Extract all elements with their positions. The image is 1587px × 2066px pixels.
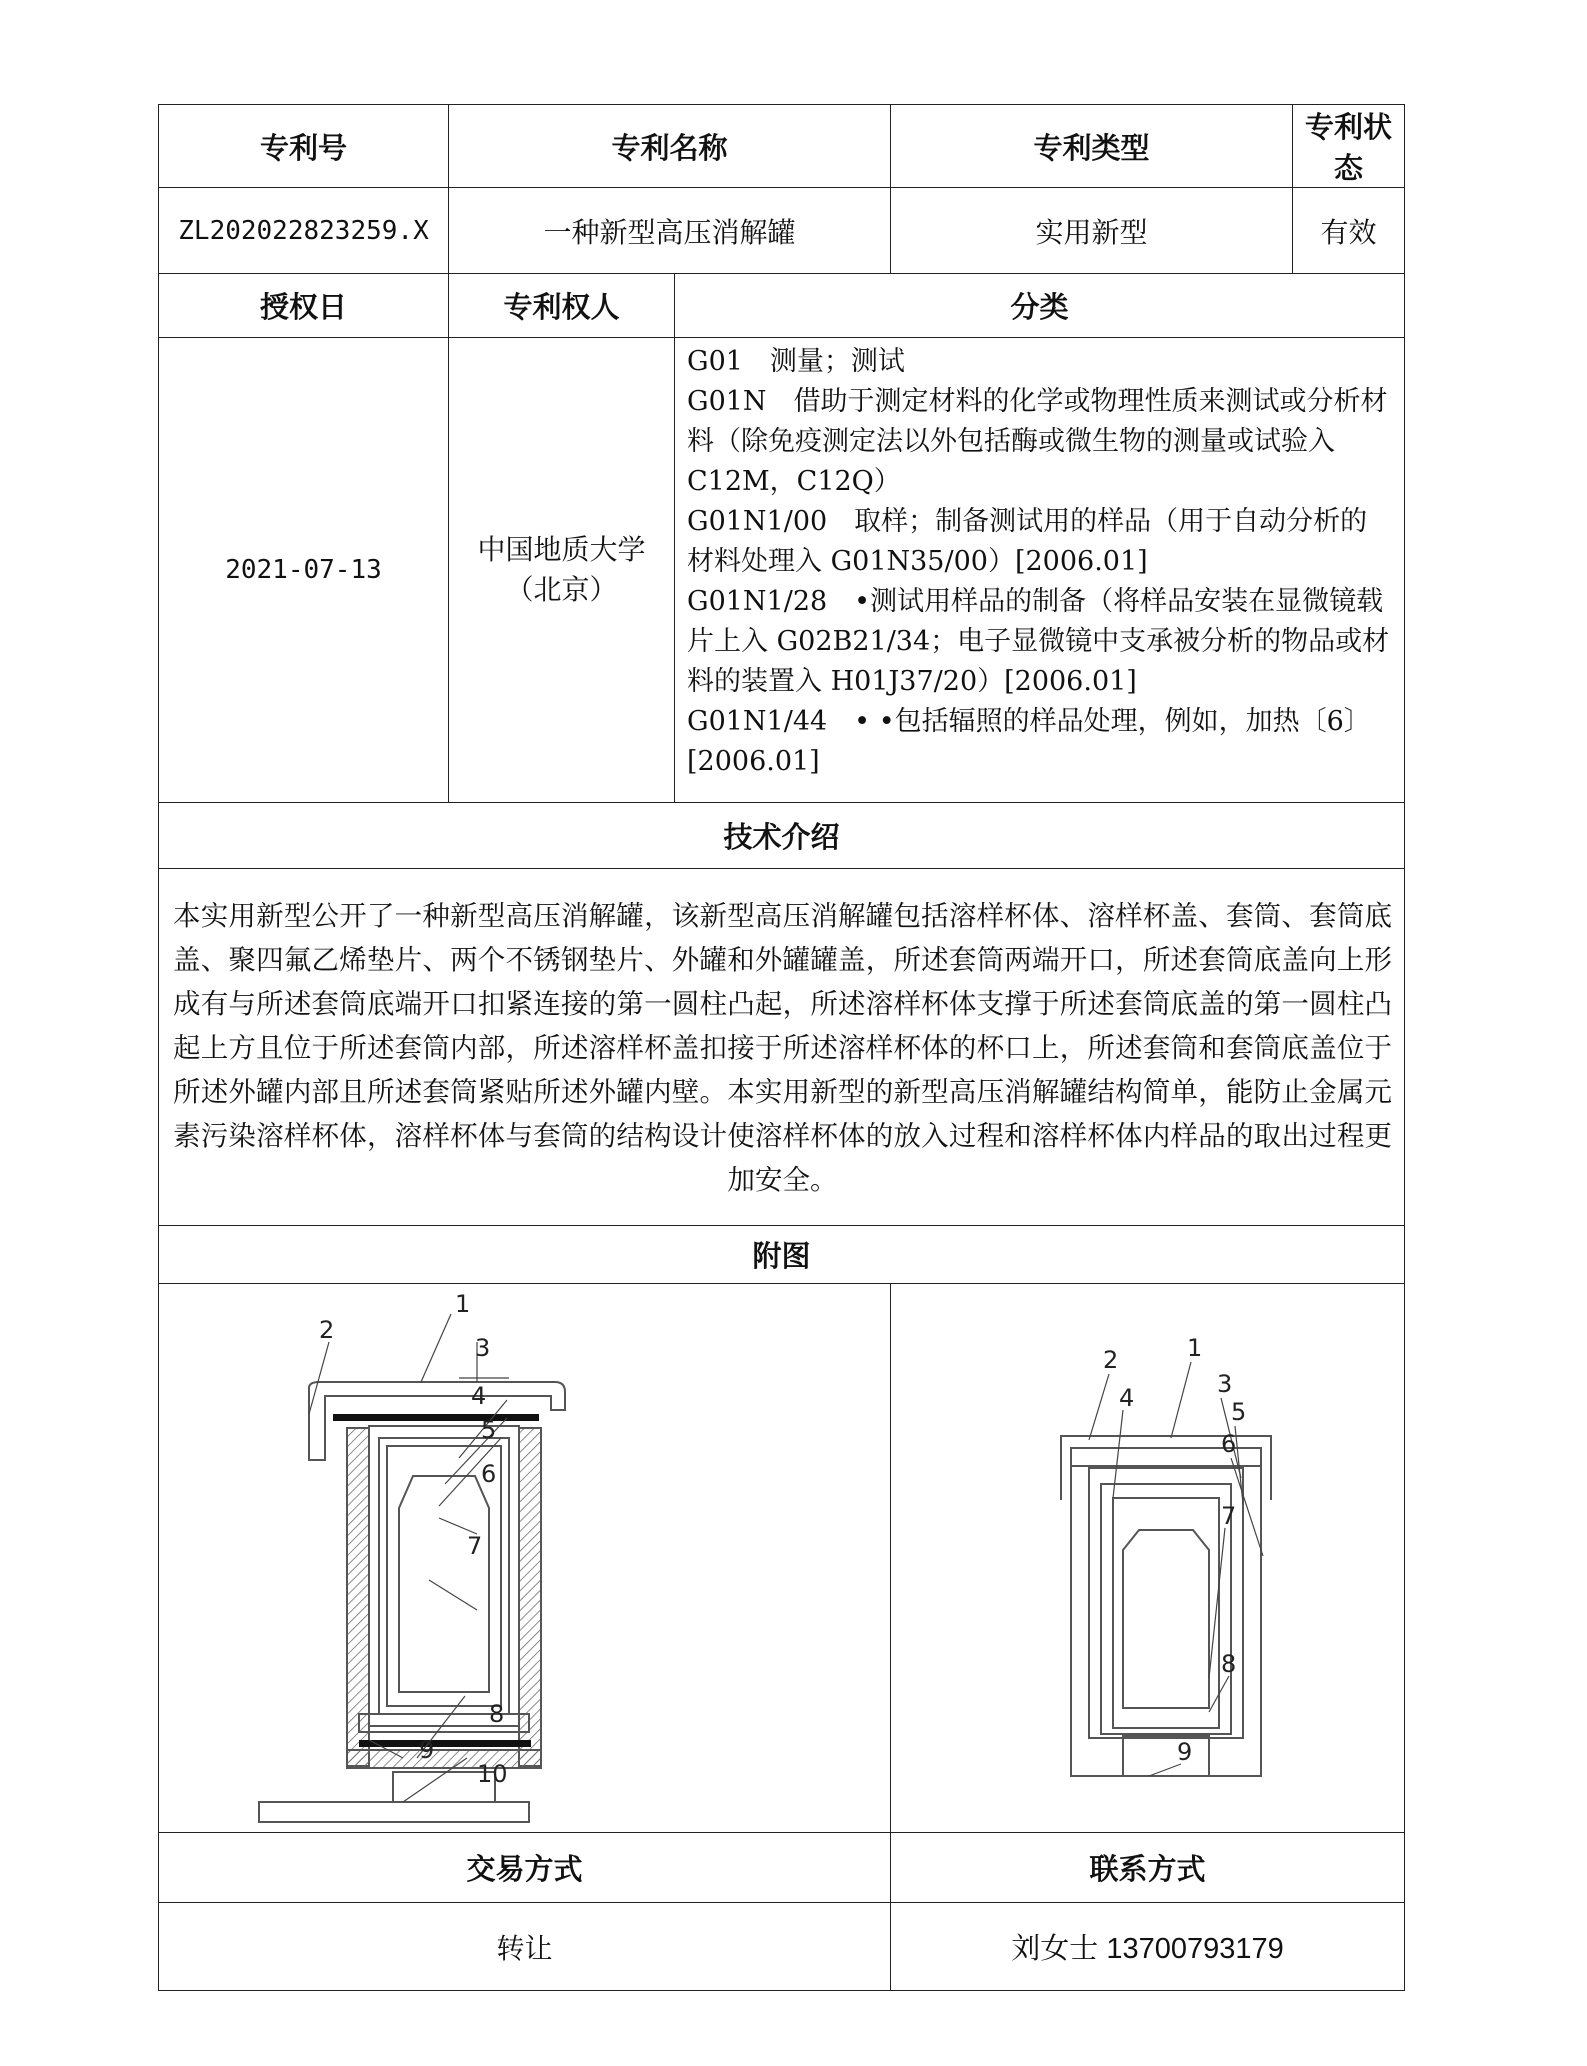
patent-status-header: 专利状态 <box>1293 105 1405 188</box>
fig-right-label-3: 3 <box>1217 1370 1233 1398</box>
classification-entry: G01N1/44 • •包括辐照的样品处理，例如，加热〔6〕[2006.01] <box>687 706 1371 777</box>
holder-line-2: （北京） <box>505 573 618 606</box>
figures-header: 附图 <box>159 1226 1405 1284</box>
contact-info: 刘女士 13700793179 <box>891 1903 1405 1991</box>
fig-left-label-7: 7 <box>467 1532 483 1560</box>
classification-entry: G01N1/00 取样；制备测试用的样品（用于自动分析的材料处理入 G01N35/00）[2006.01] <box>687 506 1368 577</box>
fig-left-label-4: 4 <box>471 1382 487 1410</box>
grant-date: 2021-07-13 <box>159 338 449 803</box>
fig-right-label-6: 6 <box>1221 1430 1237 1458</box>
figure-left-cell <box>159 1284 891 1833</box>
fig-right-label-8: 8 <box>1221 1650 1237 1678</box>
figure-right-cell <box>891 1284 1405 1833</box>
fig-right-label-5: 5 <box>1231 1398 1247 1426</box>
fig-right-label-2: 2 <box>1103 1346 1119 1374</box>
patent-name: 一种新型高压消解罐 <box>449 188 891 274</box>
fig-left-label-6: 6 <box>481 1460 497 1488</box>
figure-right-diagram <box>891 1288 1511 1828</box>
fig-right-label-1: 1 <box>1187 1334 1203 1362</box>
fig-left-label-2: 2 <box>319 1316 335 1344</box>
fig-left-label-8: 8 <box>489 1700 505 1728</box>
fig-left-label-9: 9 <box>419 1736 435 1764</box>
holder-header: 专利权人 <box>449 274 675 338</box>
contact-header: 联系方式 <box>891 1833 1405 1903</box>
patent-type-header: 专利类型 <box>891 105 1293 188</box>
gasket-bottom <box>359 1740 531 1747</box>
fig-right-label-9: 9 <box>1177 1738 1193 1766</box>
classification-entry: G01N 借助于测定材料的化学或物理性质来测试或分析材料（除免疫测定法以外包括酶或微生物的测量或试验入 C12M，C12Q） <box>687 386 1388 497</box>
fig-right-label-4: 4 <box>1119 1384 1135 1412</box>
patent-number: ZL202022823259.X <box>159 188 449 274</box>
tech-intro-header: 技术介绍 <box>159 803 1405 869</box>
patent-status: 有效 <box>1293 188 1405 274</box>
holder-line-1: 中国地质大学 <box>477 533 646 566</box>
grant-date-header: 授权日 <box>159 274 449 338</box>
tech-intro-text: 本实用新型公开了一种新型高压消解罐，该新型高压消解罐包括溶样杯体、溶样杯盖、套筒、套筒底盖、聚四氟乙烯垫片、两个不锈钢垫片、外罐和外罐罐盖，所述套筒两端开口，所述套筒底盖向上形成有与所述套筒底端开口扣紧连接的第一圆柱凸起，所述溶样杯体支撑于所述套筒底盖的第一圆柱凸起上方且位于所述套筒内部，所述溶样杯盖扣接于所述溶样杯体的杯口上，所述套筒和套筒底盖位于所述外罐内部且所述套筒紧贴所述外罐内壁。本实用新型的新型高压消解罐结构简单，能防止金属元素污染溶样杯体，溶样杯体与套筒的结构设计使溶样杯体的放入过程和溶样杯体内样品的取出过程更加安全。 <box>159 869 1405 1226</box>
classification-entry: G01 测量；测试 <box>687 346 905 377</box>
fig-left-label-3: 3 <box>475 1334 491 1362</box>
fig-right-label-7: 7 <box>1221 1502 1237 1530</box>
patent-no-header: 专利号 <box>159 105 449 188</box>
gasket-top <box>333 1414 539 1421</box>
figure-left-diagram <box>159 1288 779 1828</box>
classification-header: 分类 <box>675 274 1405 338</box>
patent-name-header: 专利名称 <box>449 105 891 188</box>
classification-list <box>675 338 1405 803</box>
patent-type: 实用新型 <box>891 188 1293 274</box>
patent-table <box>158 104 1405 1991</box>
classification-entry: G01N1/28 •测试用样品的制备（将样品安装在显微镜载片上入 G02B21/34；电子显微镜中支承被分析的物品或材料的装置入 H01J37/20）[2006.01] <box>687 586 1390 697</box>
fig-left-label-10: 10 <box>477 1760 508 1788</box>
trade-method: 转让 <box>159 1903 891 1991</box>
fig-left-label-1: 1 <box>455 1290 471 1318</box>
patent-holder <box>449 338 675 803</box>
patent-sheet <box>158 104 1404 1991</box>
trade-method-header: 交易方式 <box>159 1833 891 1903</box>
fig-left-label-5: 5 <box>481 1416 497 1444</box>
